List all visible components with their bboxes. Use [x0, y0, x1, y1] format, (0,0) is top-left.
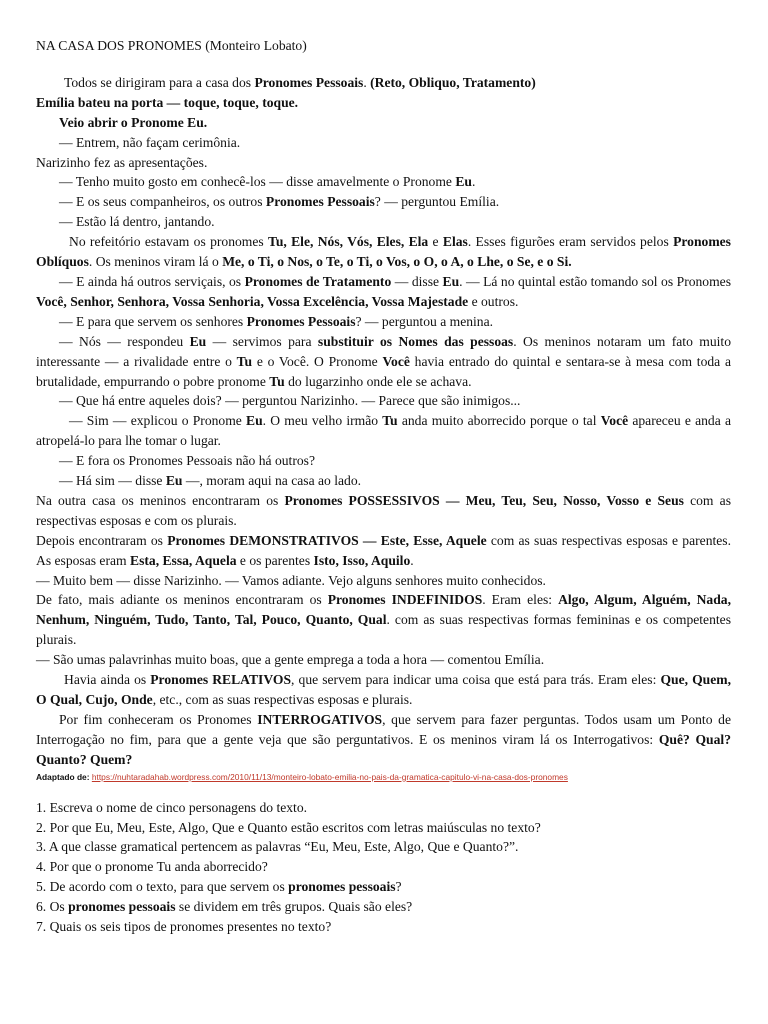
- document-page: [36, 36, 731, 937]
- story-paragraph: Depois encontraram os Pronomes DEMONSTRATIVOS — Este, Esse, Aquele com as suas respectivas esposas e parentes. As esposas eram Esta, Essa, Aquela e os parentes Isto, Isso, Aquilo.: [36, 532, 731, 568]
- question-item: 4. Por que o pronome Tu anda aborrecido?: [36, 859, 268, 875]
- story-paragraph: — Há sim — disse Eu —, moram aqui na casa ao lado.: [59, 473, 362, 489]
- document-title: NA CASA DOS PRONOMES (Monteiro Lobato): [36, 38, 307, 53]
- source-link[interactable]: https://nuhtaradahab.wordpress.com/2010/11/13/monteiro-lobato-emilia-no-pais-da-gramatica-capitulo-vi-na-casa-dos-pronomes: [91, 771, 568, 782]
- question-item: 1. Escreva o nome de cinco personagens do texto.: [36, 799, 308, 815]
- question-item: 7. Quais os seis tipos de pronomes presentes no texto?: [36, 919, 332, 935]
- question-item: 3. A que classe gramatical pertencem as palavras “Eu, Meu, Este, Algo, Que e Quanto?”.: [36, 839, 519, 855]
- question-item: 5. De acordo com o texto, para que servem os pronomes pessoais?: [36, 879, 402, 895]
- story-paragraph: De fato, mais adiante os meninos encontraram os Pronomes INDEFINIDOS. Eram eles: Algo, Algum, Alguém, Nada, Nenhum, Ninguém, Tudo, Tanto, Tal, Pouco, Quanto, Qual. com as suas respectivas formas femininas e os competentes plurais.: [36, 592, 731, 648]
- story-paragraph: — Tenho muito gosto em conhecê-los — disse amavelmente o Pronome Eu.: [59, 174, 476, 190]
- story-paragraph: — E para que servem os senhores Pronomes Pessoais? — perguntou a menina.: [59, 313, 494, 329]
- story-paragraph: Todos se dirigiram para a casa dos Pronomes Pessoais. (Reto, Obliquo, Tratamento): [64, 74, 536, 90]
- story-paragraph: No refeitório estavam os pronomes Tu, Ele, Nós, Vós, Eles, Ela e Elas. Esses figurões eram servidos pelos Pronomes Oblíquos. Os meninos viram lá o Me, o Ti, o Nos, o Te, o Ti, o Vos, o O, o A, o Lhe, o Se, e o Si.: [36, 234, 731, 270]
- story-paragraph: Por fim conheceram os Pronomes INTERROGATIVOS, que servem para fazer perguntas. Todos usam um Ponto de Interrogação no fim, para que a gente veja que são perguntativos. E os meninos viram lá os Interrogativos: Quê? Qual? Quanto? Quem?: [36, 711, 731, 767]
- questions-list: [36, 798, 731, 937]
- story-paragraph: — São umas palavrinhas muito boas, que a gente emprega a toda a hora — comentou Emília.: [36, 652, 545, 668]
- story-paragraph: Emília bateu na porta — toque, toque, toque.: [36, 94, 299, 110]
- question-item: 6. Os pronomes pessoais se dividem em três grupos. Quais são eles?: [36, 899, 413, 915]
- story-paragraph: — Entrem, não façam cerimônia.: [59, 134, 241, 150]
- question-item: 2. Por que Eu, Meu, Este, Algo, Que e Quanto estão escritos com letras maiúsculas no texto?: [36, 819, 541, 835]
- story-paragraph: — E ainda há outros serviçais, os Pronomes de Tratamento — disse Eu. — Lá no quintal estão tomando sol os Pronomes Você, Senhor, Senhora, Vossa Senhoria, Vossa Excelência, Vossa Majestade e outros.: [36, 273, 732, 309]
- story-paragraph: Na outra casa os meninos encontraram os Pronomes POSSESSIVOS — Meu, Teu, Seu, Nosso, Vosso e Seus com as respectivas esposas e com os plurais.: [36, 492, 731, 528]
- story-paragraph: — E os seus companheiros, os outros Pronomes Pessoais? — perguntou Emília.: [59, 194, 500, 210]
- story-paragraph: — Que há entre aqueles dois? — perguntou Narizinho. — Parece que são inimigos...: [59, 393, 521, 409]
- story-paragraph: — Estão lá dentro, jantando.: [59, 214, 215, 230]
- story-paragraph: — Muito bem — disse Narizinho. — Vamos adiante. Vejo alguns senhores muito conhecidos.: [36, 572, 546, 588]
- story-paragraph: Narizinho fez as apresentações.: [36, 154, 208, 170]
- story-paragraph: — Sim — explicou o Pronome Eu. O meu velho irmão Tu anda muito aborrecido porque o tal Você apareceu e anda a atropelá-lo para lhe tomar o lugar.: [36, 413, 731, 449]
- story-paragraph: — E fora os Pronomes Pessoais não há outros?: [59, 453, 315, 469]
- source-label: Adaptado de:: [36, 771, 90, 782]
- story-paragraph: Veio abrir o Pronome Eu.: [59, 114, 208, 130]
- story-paragraph: — Nós — respondeu Eu — servimos para substituir os Nomes das pessoas. Os meninos notaram um fato muito interessante — a rivalidade entre o Tu e o Você. O Pronome Você havia entrado do quintal e sentara-se à mesa com toda a brutalidade, empurrando o pobre pronome Tu do lugarzinho onde ele se achava.: [36, 333, 731, 389]
- source-line: [36, 771, 731, 783]
- story-text: [36, 73, 731, 770]
- story-paragraph: Havia ainda os Pronomes RELATIVOS, que servem para indicar uma coisa que está para trás. Eram eles: Que, Quem, O Qual, Cujo, Onde, etc., com as suas respectivas esposas e plurais.: [36, 672, 731, 707]
